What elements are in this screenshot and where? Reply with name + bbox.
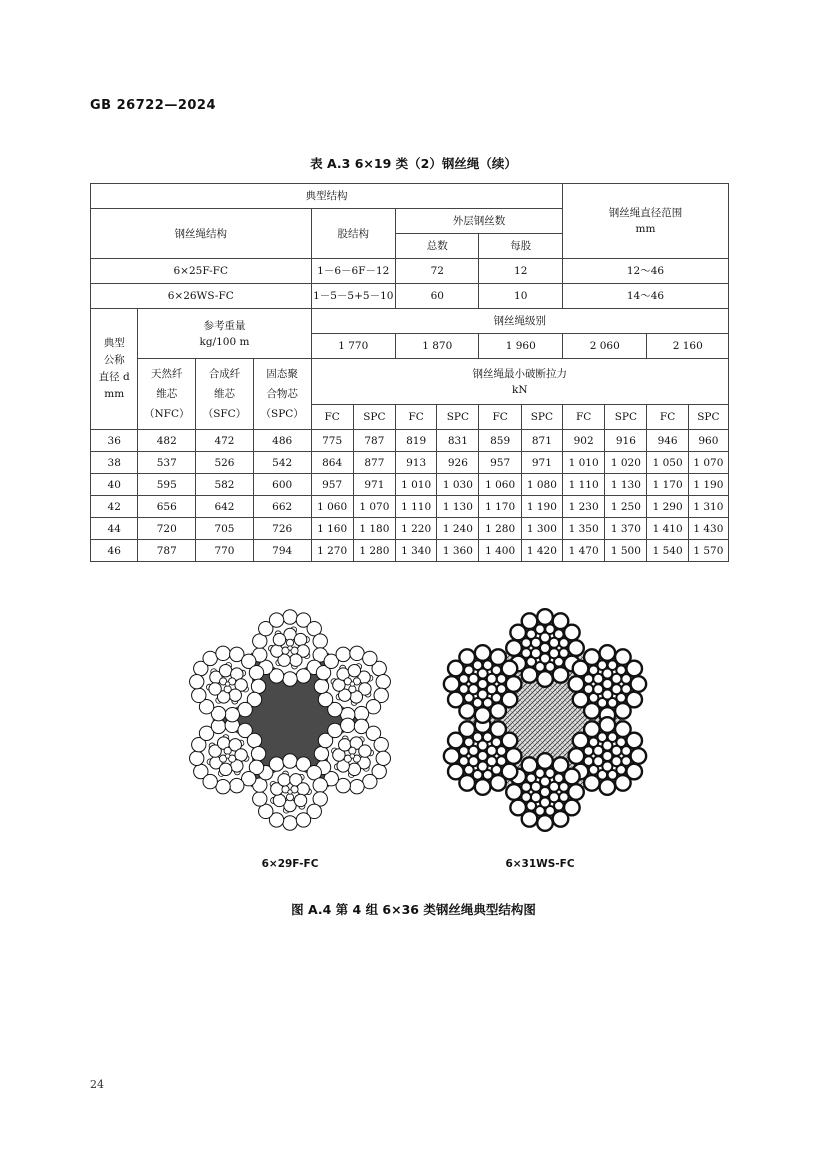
wire-circle	[475, 779, 491, 795]
wire-circle	[569, 676, 585, 692]
table-cell: 819	[396, 430, 437, 452]
table-row	[91, 518, 729, 540]
table-cell: 537	[138, 452, 196, 474]
wire-circle	[349, 686, 356, 693]
table-cell: 720	[138, 518, 196, 540]
header-min-break	[311, 359, 728, 405]
wire-circle	[251, 679, 265, 693]
sfc-line: （SFC）	[202, 408, 247, 420]
table-cell: 1 070	[353, 496, 395, 518]
grade-cell: 1 770	[311, 334, 396, 359]
wire-circle	[225, 707, 239, 721]
table-cell: 946	[647, 430, 688, 452]
wire-circle	[459, 674, 469, 684]
wire-circle	[290, 654, 302, 666]
table-cell: 1 170	[647, 474, 688, 496]
wire-circle	[350, 682, 354, 686]
core-spc: SPC	[437, 405, 479, 430]
wire-circle	[203, 651, 217, 665]
nfc-line: 维芯	[156, 388, 178, 400]
wire-circle	[349, 747, 356, 754]
wire-circle	[283, 610, 297, 624]
table-cell: 913	[396, 452, 437, 474]
rope-6x31WS-FC-drawing	[430, 600, 660, 840]
table-cell: 831	[437, 430, 479, 452]
wire-circle	[584, 756, 594, 766]
table-cell: 1 180	[353, 518, 395, 540]
spc-line: 合物芯	[266, 388, 298, 400]
table-cell: 42	[91, 496, 138, 518]
table-cell: 46	[91, 540, 138, 562]
nominal-diameter-line: mm	[104, 388, 125, 400]
table-row	[91, 540, 729, 562]
wire-circle	[475, 645, 491, 661]
table-row	[91, 452, 729, 474]
core-fc: FC	[311, 405, 353, 430]
table-cell: 926	[437, 452, 479, 474]
wire-circle	[540, 787, 550, 797]
table-cell: 1 240	[437, 518, 479, 540]
table-cell: 957	[479, 452, 521, 474]
core-fc: FC	[396, 405, 437, 430]
table-cell: 1 130	[605, 474, 647, 496]
strand-structure-cell: 1－5－5+5－10	[311, 284, 396, 309]
table-cell: 1 230	[562, 496, 604, 518]
wire-circle	[190, 751, 204, 765]
right-figure-label: 6×31WS-FC	[505, 858, 575, 870]
table-cell: 1 430	[688, 518, 728, 540]
rope-figures	[160, 600, 670, 845]
table-cell: 957	[311, 474, 353, 496]
table-cell: 600	[253, 474, 311, 496]
table-cell: 877	[353, 452, 395, 474]
wire-circle	[600, 645, 616, 661]
wire-circle	[350, 779, 364, 793]
page-number: 24	[90, 1078, 104, 1091]
table-row	[91, 430, 729, 452]
nominal-diameter-line: 典型	[103, 337, 125, 349]
rope-spec-table	[90, 183, 729, 562]
wire-circle	[521, 648, 531, 658]
header-diameter-range	[562, 184, 728, 259]
spc-line: 固态聚	[266, 368, 298, 380]
nfc-line: （NFC）	[144, 408, 190, 420]
wire-circle	[497, 674, 507, 684]
header-sfc	[196, 359, 254, 430]
structure-row	[91, 284, 729, 309]
table-cell: 1 300	[521, 518, 562, 540]
table-cell: 36	[91, 430, 138, 452]
table-cell: 859	[479, 430, 521, 452]
wire-circle	[278, 774, 290, 786]
diameter-range-cell: 12～46	[562, 259, 728, 284]
grade-cell: 2 160	[647, 334, 729, 359]
wire-circle	[224, 686, 231, 693]
min-break-unit: kN	[511, 383, 528, 396]
wire-circle	[363, 651, 377, 665]
table-cell: 705	[196, 518, 254, 540]
wire-circle	[225, 682, 229, 686]
table-cell: 1 310	[688, 496, 728, 518]
wire-circle	[313, 778, 327, 792]
table-cell: 1 570	[688, 540, 728, 562]
wire-circle	[269, 613, 283, 627]
core-spc: SPC	[521, 405, 562, 430]
table-cell: 1 110	[396, 496, 437, 518]
table-cell: 662	[253, 496, 311, 518]
header-strand-structure: 股结构	[311, 209, 396, 259]
grade-cell: 1 870	[396, 334, 479, 359]
table-cell: 1 410	[647, 518, 688, 540]
standard-code: GB 26722—2024	[90, 98, 217, 113]
table-cell: 1 010	[396, 474, 437, 496]
table-cell: 1 280	[479, 518, 521, 540]
header-nominal-diameter	[91, 309, 138, 430]
table-cell: 1 270	[311, 540, 353, 562]
header-per-strand: 每股	[479, 234, 563, 259]
wire-circle	[247, 733, 261, 747]
table-cell: 1 540	[647, 540, 688, 562]
diameter-range-unit: mm	[635, 223, 656, 235]
table-cell: 916	[605, 430, 647, 452]
table-cell: 902	[562, 430, 604, 452]
wire-circle	[219, 763, 231, 775]
table-caption: 表 A.3 6×19 类（2）钢丝绳（续）	[310, 156, 517, 171]
rope-structure-cell: 6×26WS-FC	[91, 284, 312, 309]
nfc-line: 天然纤	[151, 368, 183, 380]
table-cell: 1 190	[688, 474, 728, 496]
table-cell: 656	[138, 496, 196, 518]
table-cell: 1 170	[479, 496, 521, 518]
wire-circle	[350, 754, 354, 758]
wire-circle	[602, 679, 612, 689]
wire-circle	[506, 748, 522, 764]
header-nfc	[138, 359, 196, 430]
structure-row	[91, 259, 729, 284]
wire-circle	[559, 638, 569, 648]
wire-circle	[354, 706, 368, 720]
table-cell: 1 340	[396, 540, 437, 562]
nominal-diameter-line: 公称	[103, 354, 125, 366]
table-cell: 1 350	[562, 518, 604, 540]
wire-circle	[294, 633, 306, 645]
sfc-line: 维芯	[213, 388, 235, 400]
wire-circle	[475, 707, 491, 723]
table-cell: 1 370	[605, 518, 647, 540]
wire-circle	[230, 778, 244, 792]
table-cell: 1 420	[521, 540, 562, 562]
table-cell: 542	[253, 452, 311, 474]
wire-circle	[296, 669, 310, 683]
table-cell: 787	[138, 540, 196, 562]
outer-per-cell: 10	[479, 284, 563, 309]
table-cell: 40	[91, 474, 138, 496]
outer-total-cell: 72	[396, 259, 479, 284]
wire-circle	[506, 784, 522, 800]
header-outer-wires: 外层钢丝数	[396, 209, 563, 234]
table-cell: 1 060	[311, 496, 353, 518]
wire-circle	[269, 757, 283, 771]
wire-circle	[568, 640, 584, 656]
wire-circle	[348, 763, 360, 775]
outer-per-cell: 12	[479, 259, 563, 284]
table-cell: 1 070	[688, 452, 728, 474]
wire-circle	[537, 671, 553, 687]
wire-circle	[288, 646, 292, 650]
wire-circle	[328, 723, 342, 737]
strand-structure-cell: 1－6－6F－12	[311, 259, 396, 284]
wire-circle	[251, 746, 265, 760]
table-cell: 482	[138, 430, 196, 452]
wire-circle	[283, 754, 297, 768]
wire-circle	[225, 754, 229, 758]
wire-circle	[363, 774, 377, 788]
grade-cell: 2 060	[562, 334, 647, 359]
table-row	[91, 496, 729, 518]
header-rope-structure: 钢丝绳结构	[91, 209, 312, 259]
header-grade: 钢丝绳级别	[311, 309, 728, 334]
wire-circle	[537, 609, 553, 625]
wire-circle	[296, 813, 310, 827]
wire-circle	[350, 646, 364, 660]
wire-circle	[631, 748, 647, 764]
wire-circle	[478, 751, 488, 761]
wire-circle	[216, 779, 230, 793]
wire-circle	[211, 719, 225, 733]
table-row	[91, 474, 729, 496]
wire-circle	[238, 702, 252, 716]
wire-circle	[286, 794, 293, 801]
wire-circle	[559, 782, 569, 792]
core-fc: FC	[479, 405, 521, 430]
grade-cell: 1 960	[479, 334, 563, 359]
table-cell: 794	[253, 540, 311, 562]
wire-circle	[359, 745, 371, 757]
wire-circle	[209, 683, 221, 695]
wire-circle	[192, 688, 206, 702]
min-break-label: 钢丝绳最小破断拉力	[472, 367, 567, 380]
core-fc: FC	[647, 405, 688, 430]
table-cell: 1 130	[437, 496, 479, 518]
wire-circle	[497, 746, 507, 756]
table-cell: 1 290	[647, 496, 688, 518]
diameter-range-label: 钢丝绳直径范围	[608, 207, 683, 219]
wire-circle	[600, 779, 616, 795]
left-figure-label: 6×29F-FC	[261, 858, 319, 870]
header-typical-structure: 典型结构	[91, 184, 563, 209]
table-cell: 787	[353, 430, 395, 452]
table-cell: 38	[91, 452, 138, 474]
core-fc: FC	[562, 405, 604, 430]
wire-circle	[602, 669, 612, 679]
ref-weight-unit: kg/100 m	[199, 335, 250, 348]
wire-circle	[273, 794, 285, 806]
wire-circle	[600, 717, 616, 733]
table-cell: 971	[353, 474, 395, 496]
rope-6x29F-FC-drawing	[175, 600, 405, 840]
core-spc: SPC	[353, 405, 395, 430]
table-cell: 871	[521, 430, 562, 452]
table-cell: 770	[196, 540, 254, 562]
wire-circle	[521, 792, 531, 802]
table-cell: 1 190	[521, 496, 562, 518]
wire-circle	[249, 665, 263, 679]
table-cell: 1 160	[311, 518, 353, 540]
table-cell: 1 360	[437, 540, 479, 562]
wire-circle	[336, 647, 350, 661]
wire-circle	[314, 746, 328, 760]
wire-circle	[273, 633, 285, 645]
table-cell: 1 060	[479, 474, 521, 496]
table-cell: 960	[688, 430, 728, 452]
wire-circle	[224, 747, 231, 754]
wire-circle	[569, 748, 585, 764]
table-cell: 44	[91, 518, 138, 540]
table-cell: 1 500	[605, 540, 647, 562]
table-cell: 775	[311, 430, 353, 452]
wire-circle	[286, 639, 293, 646]
wire-circle	[376, 674, 390, 688]
header-ref-weight	[138, 309, 311, 359]
wire-circle	[294, 794, 306, 806]
header-spc	[253, 359, 311, 430]
table-cell: 1 400	[479, 540, 521, 562]
wire-circle	[318, 692, 332, 706]
wire-circle	[313, 634, 327, 648]
wire-circle	[602, 751, 612, 761]
wire-circle	[341, 718, 355, 732]
wire-circle	[568, 784, 584, 800]
table-cell: 1 020	[605, 452, 647, 474]
wire-circle	[478, 762, 488, 772]
wire-circle	[478, 679, 488, 689]
outer-total-cell: 60	[396, 284, 479, 309]
spc-line: （SPC）	[260, 408, 304, 420]
diameter-range-cell: 14～46	[562, 284, 728, 309]
table-cell: 1 220	[396, 518, 437, 540]
ref-weight-label: 参考重量	[203, 319, 246, 332]
table-cell: 1 010	[562, 452, 604, 474]
wire-circle	[283, 672, 297, 686]
figure-caption: 图 A.4 第 4 组 6×36 类钢丝绳典型结构图	[291, 902, 536, 917]
table-cell: 472	[196, 430, 254, 452]
table-cell: 595	[138, 474, 196, 496]
wire-circle	[253, 792, 267, 806]
table-cell: 1 080	[521, 474, 562, 496]
rope-structure-cell: 6×25F-FC	[91, 259, 312, 284]
wire-circle	[537, 815, 553, 831]
nominal-diameter-line: 直径 d	[98, 371, 130, 383]
wire-circle	[444, 748, 460, 764]
wire-circle	[459, 684, 469, 694]
wire-circle	[216, 646, 230, 660]
wire-circle	[584, 684, 594, 694]
core-spc: SPC	[605, 405, 647, 430]
table-cell: 486	[253, 430, 311, 452]
wire-circle	[537, 753, 553, 769]
table-cell: 1 250	[605, 496, 647, 518]
table-cell: 971	[521, 452, 562, 474]
wire-circle	[219, 664, 231, 676]
wire-circle	[271, 645, 283, 657]
wire-circle	[621, 746, 631, 756]
wire-circle	[376, 751, 390, 765]
table-cell: 864	[311, 452, 353, 474]
table-cell: 642	[196, 496, 254, 518]
sfc-line: 合成纤	[208, 368, 241, 380]
wire-circle	[621, 756, 631, 766]
wire-circle	[631, 676, 647, 692]
table-cell: 526	[196, 452, 254, 474]
wire-circle	[506, 640, 522, 656]
wire-circle	[374, 737, 388, 751]
table-cell: 1 030	[437, 474, 479, 496]
wire-circle	[283, 816, 297, 830]
wire-circle	[506, 676, 522, 692]
core-spc: SPC	[688, 405, 728, 430]
wire-circle	[540, 643, 550, 653]
wire-circle	[297, 783, 309, 795]
table-cell: 1 050	[647, 452, 688, 474]
table-cell: 726	[253, 518, 311, 540]
table-cell: 1 280	[353, 540, 395, 562]
wire-circle	[203, 774, 217, 788]
wire-circle	[288, 790, 292, 794]
table-cell: 582	[196, 474, 254, 496]
wire-circle	[348, 664, 360, 676]
wire-circle	[190, 674, 204, 688]
table-cell: 1 470	[562, 540, 604, 562]
wire-circle	[444, 676, 460, 692]
header-total: 总数	[396, 234, 479, 259]
wire-circle	[314, 679, 328, 693]
table-cell: 1 110	[562, 474, 604, 496]
